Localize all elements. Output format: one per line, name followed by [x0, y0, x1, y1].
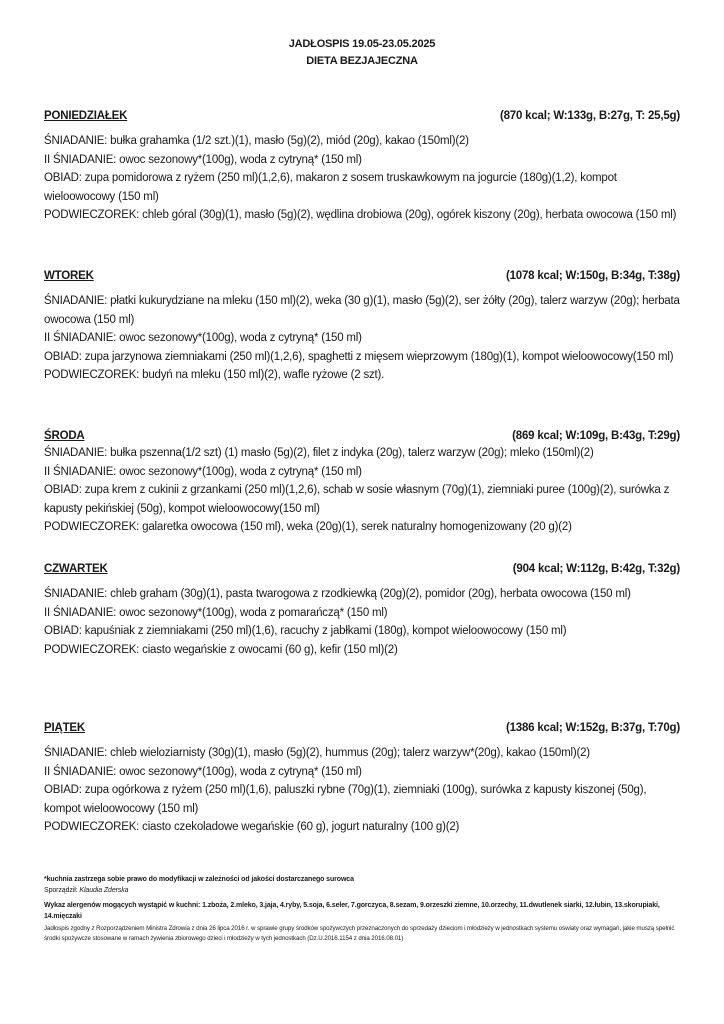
day-section-tuesday — [44, 270, 680, 385]
meal-breakfast: ŚNIADANIE: płatki kukurydziane na mleku (150 ml)(2), weka (30 g)(1), masło (5g)(2), ser żółty (20g), talerz warzyw (20g); herbata owocowa (150 ml) — [44, 295, 680, 326]
meal-snack: PODWIECZOREK: ciasto wegańskie z owocami (60 g), kefir (150 ml)(2) — [44, 643, 398, 656]
nutrition-summary: (1078 kcal; W:150g, B:34g, T:38g) — [505, 270, 680, 282]
nutrition-summary: (869 kcal; W:109g, B:43g, T:29g) — [512, 430, 680, 442]
day-section-wednesday — [44, 430, 680, 537]
meal-second-breakfast: II ŚNIADANIE: owoc sezonowy*(100g), woda z cytryną* (150 ml) — [44, 465, 362, 478]
day-name: CZWARTEK — [44, 563, 108, 575]
page-title: JADŁOSPIS 19.05-23.05.2025 — [288, 38, 436, 50]
meal-lunch: OBIAD: zupa pomidorowa z ryżem (250 ml)(1,2,6), makaron z sosem truskawkowym na jogurcie (180g)(1,2), kompot wieloowocowy (150 ml) — [44, 172, 617, 203]
day-section-thursday — [44, 563, 680, 659]
meal-lunch: OBIAD: zupa ogórkowa z ryżem (250 ml)(1,6), paluszki rybne (70g)(1), ziemniaki (100g), surówka z kapusty kiszonej (50g), kompot wieloowocowy (150 ml) — [44, 784, 647, 815]
meal-breakfast: ŚNIADANIE: bułka grahamka (1/2 szt.)(1), masło (5g)(2), miód (20g), kakao (150ml)(2) — [44, 135, 469, 147]
meal-list — [44, 292, 680, 385]
day-header — [44, 722, 680, 734]
meal-lunch: OBIAD: zupa krem z cukinii z grzankami (250 ml)(1,2,6), schab w sosie własnym (70g)(1), ziemniaki puree (100g)(2), surówka z kapusty pekińskiej (50g), kompot wieloowocowy(150 ml) — [44, 484, 670, 515]
meal-lunch: OBIAD: zupa jarzynowa ziemniakami (250 ml)(1,2,6), spaghetti z mięsem wieprzowym (180g)(1), kompot wieloowocowy(150 ml) — [44, 350, 674, 363]
day-header — [44, 430, 680, 442]
kitchen-note: *kuchnia zastrzega sobie prawo do modyfikacji w zależności od jakości dostarczanego surowca — [44, 876, 354, 883]
footer-notes — [44, 874, 684, 944]
day-name: PIĄTEK — [44, 722, 85, 734]
meal-second-breakfast: II ŚNIADANIE: owoc sezonowy*(100g), woda z cytryną* (150 ml) — [44, 765, 362, 778]
meal-list — [44, 585, 680, 659]
meal-lunch: OBIAD: kapuśniak z ziemniakami (250 ml)(1,6), racuchy z jabłkami (180g), kompot wieloowocowy (150 ml) — [44, 625, 567, 637]
author-name: Klaudia Zderska — [79, 887, 129, 894]
day-header — [44, 110, 680, 122]
meal-list — [44, 132, 680, 225]
meal-snack: PODWIECZOREK: galaretka owocowa (150 ml), weka (20g)(1), serek naturalny homogenizowany (20 g)(2) — [44, 521, 572, 533]
day-name: ŚRODA — [44, 430, 85, 442]
meal-second-breakfast: II ŚNIADANIE: owoc sezonowy*(100g), woda z cytryną* (150 ml) — [44, 332, 362, 344]
day-name: WTOREK — [44, 270, 94, 282]
meal-list — [44, 444, 680, 537]
day-section-monday — [44, 110, 680, 225]
meal-snack: PODWIECZOREK: chleb góral (30g)(1), masło (5g)(2), wędlina drobiowa (20g), ogórek kiszony (20g), herbata owocowa (150 ml) — [44, 209, 677, 221]
meal-second-breakfast: II ŚNIADANIE: owoc sezonowy*(100g), woda z cytryną* (150 ml) — [44, 153, 362, 166]
meal-breakfast: ŚNIADANIE: chleb graham (30g)(1), pasta twarogowa z rzodkiewką (20g)(2), pomidor (20g), herbata owocowa (150 ml) — [44, 588, 631, 600]
day-name: PONIEDZIAŁEK — [44, 110, 128, 122]
meal-snack: PODWIECZOREK: ciasto czekoladowe wegańskie (60 g), jogurt naturalny (100 g)(2) — [44, 821, 460, 833]
page-subtitle: DIETA BEZJAJECZNA — [306, 55, 418, 67]
meal-second-breakfast: II ŚNIADANIE: owoc sezonowy*(100g), woda z pomarańczą* (150 ml) — [44, 606, 388, 619]
meal-snack: PODWIECZOREK: budyń na mleku (150 ml)(2), wafle ryżowe (2 szt). — [44, 369, 385, 381]
meal-breakfast: ŚNIADANIE: chleb wieloziarnisty (30g)(1), masło (5g)(2), hummus (20g); talerz warzyw*(20g), kakao (150ml)(2) — [44, 747, 590, 759]
author-label: Sporządził: — [44, 887, 80, 894]
day-header — [44, 270, 680, 282]
nutrition-summary: (1386 kcal; W:152g, B:37g, T:70g) — [505, 722, 680, 734]
allergen-list: Wykaz alergenów mogących wystąpić w kuchni: 1.zboża, 2.mleko, 3.jaja, 4.ryby, 5.soja, 6.seler, 7.gorczyca, 8.sezam, 9.orzeszki ziemne, 10.orzechy, 11.dwutlenek siarki, 12.łubin, 13.skorupiaki, 14.mięczaki — [44, 902, 660, 920]
day-section-friday — [44, 722, 680, 837]
legal-notice: Jadłospis zgodny z Rozporządzeniem Ministra Zdrowia z dnia 26 lipca 2016 r. w sprawie grupy środków spożywczych przeznaczonych do sprzedaży dzieciom i młodzieży w jednostkach systemu oświaty oraz wymagań, jakie muszą spełnić środki spożywcze stosowane w ramach żywienia zbiorowego dzieci i młodzieży w tych jednostkach (Dz.U.2016.1154 z dnia 2016.08.01) — [44, 925, 675, 942]
meal-breakfast: ŚNIADANIE: bułka pszenna(1/2 szt) (1) masło (5g)(2), filet z indyka (20g), talerz warzyw (20g); mleko (150ml)(2) — [44, 447, 594, 459]
author-line — [44, 885, 684, 896]
meal-list — [44, 744, 680, 837]
nutrition-summary: (904 kcal; W:112g, B:42g, T:32g) — [512, 563, 680, 575]
day-header — [44, 563, 680, 575]
nutrition-summary: (870 kcal; W:133g, B:27g, T: 25,5g) — [499, 110, 680, 122]
